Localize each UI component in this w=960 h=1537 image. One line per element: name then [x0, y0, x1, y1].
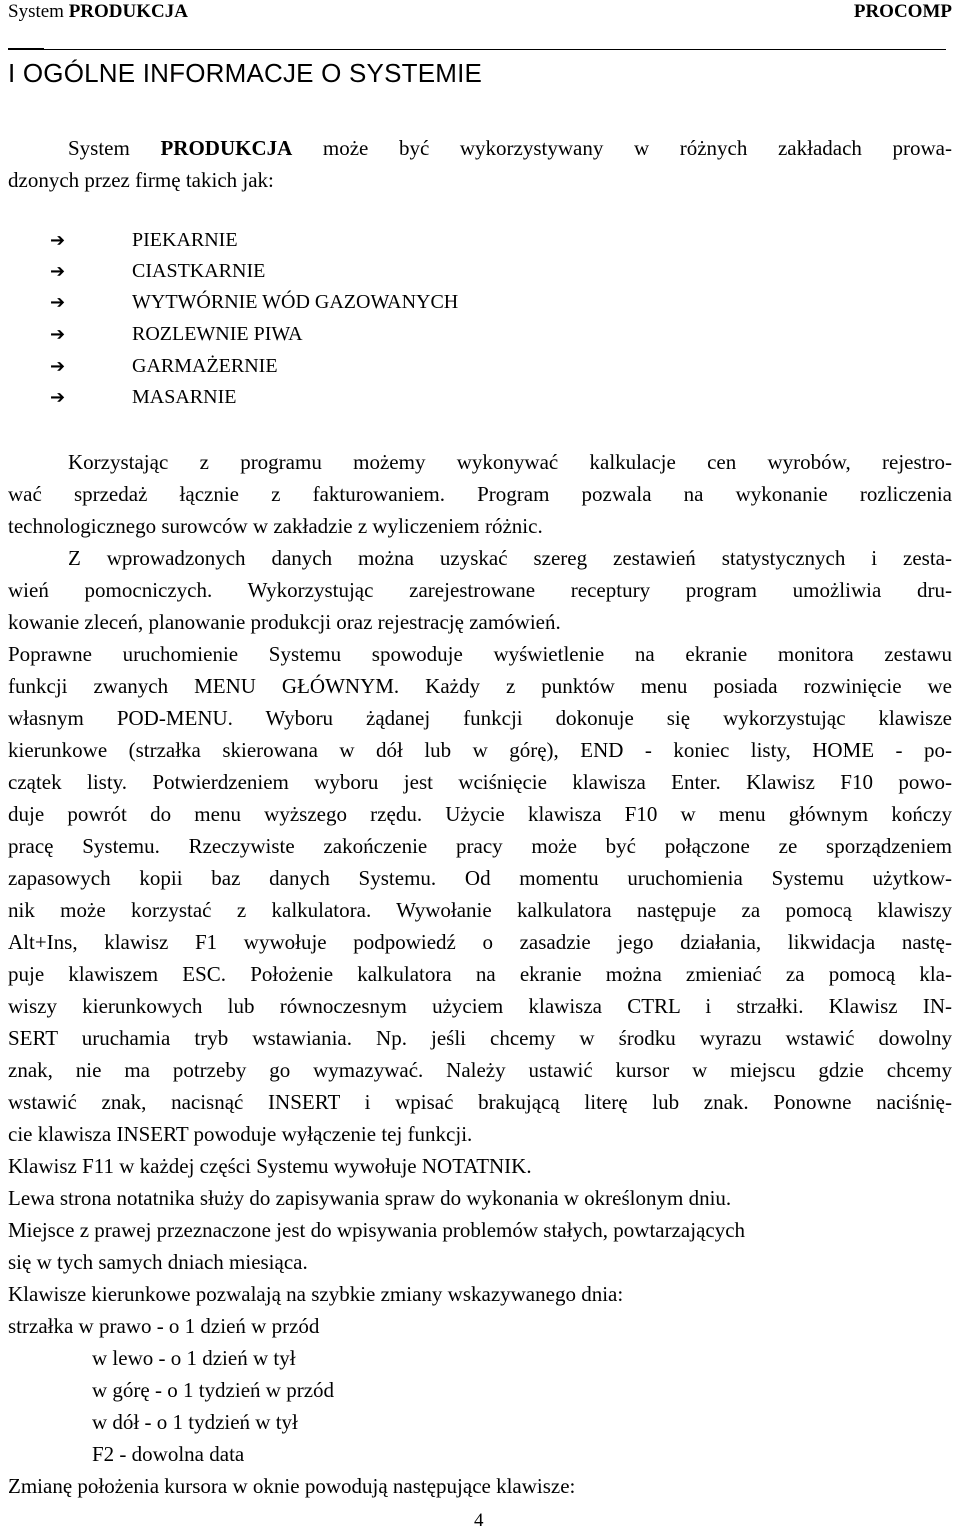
list-item-label: WYTWÓRNIE WÓD GAZOWANYCH	[132, 291, 459, 313]
right-arrow-icon: ➔	[50, 387, 66, 408]
header-company: PROCOMP	[853, 1, 952, 22]
body-line: własnym POD-MENU. Wyboru żądanej funkcji dokonuje się wykorzystując klawisze	[8, 706, 952, 730]
body-line: wiszy kierunkowych lub równoczesnym użyciem klawisza CTRL i strzałki. Klawisz IN-	[8, 994, 952, 1018]
key-item: F2 - dowolna data	[92, 1442, 245, 1466]
header-system-label: System	[8, 1, 69, 22]
body-line: Zmianę położenia kursora w oknie powodują następujące klawisze:	[8, 1474, 576, 1498]
key-item: w górę - o 1 tydzień w przód	[92, 1378, 335, 1402]
body-line: znak, nie ma potrzeby go wymazywać. Należy ustawić kursor w miejscu gdzie chcemy	[8, 1058, 952, 1082]
page-number: 4	[474, 1510, 484, 1531]
body-line: Miejsce z prawej przeznaczone jest do wpisywania problemów stałych, powtarzających	[8, 1218, 746, 1242]
intro-text-b: może być wykorzystywany w różnych zakładach prowa-	[292, 136, 953, 160]
key-item: w lewo - o 1 dzień w tył	[92, 1346, 296, 1370]
right-arrow-icon: ➔	[50, 230, 66, 251]
list-item	[50, 224, 238, 257]
body-line: SERT uruchamia tryb wstawiania. Np. jeśli chcemy w środku wyrazu wstawić dowolny	[8, 1026, 952, 1050]
body-line: nik może korzystać z kalkulatora. Wywołanie kalkulatora następuje za pomocą klawiszy	[8, 898, 952, 922]
body-line: Korzystając z programu możemy wykonywać kalkulacje cen wyrobów, rejestro-	[68, 450, 952, 474]
right-arrow-icon: ➔	[50, 356, 66, 377]
list-item	[50, 255, 265, 288]
body-line: Z wprowadzonych danych można uzyskać szereg zestawień statystycznych i zesta-	[68, 546, 952, 570]
list-item	[50, 318, 303, 351]
body-line: kowanie zleceń, planowanie produkcji oraz rejestrację zamówień.	[8, 610, 561, 634]
body-line: Lewa strona notatnika służy do zapisywania spraw do wykonania w określonym dniu.	[8, 1186, 732, 1210]
key-item: w dół - o 1 tydzień w tył	[92, 1410, 298, 1434]
list-item-label: GARMAŻERNIE	[132, 355, 278, 377]
list-item-label: PIEKARNIE	[132, 229, 238, 251]
right-arrow-icon: ➔	[50, 324, 66, 345]
list-item-label: ROZLEWNIE PIWA	[132, 323, 303, 345]
list-item-label: CIASTKARNIE	[132, 260, 266, 282]
body-line: Poprawne uruchomienie Systemu spowoduje wyświetlenie na ekranie monitora zestawu	[8, 642, 952, 666]
body-line: Klawisz F11 w każdej części Systemu wywołuje NOTATNIK.	[8, 1154, 532, 1178]
key-item: strzałka w prawo - o 1 dzień w przód	[8, 1314, 320, 1338]
body-line: Alt+Ins, klawisz F1 wywołuje podpowiedź o zasadzie jego działania, likwidacja nastę-	[8, 930, 952, 954]
body-line: technologicznego surowców w zakładzie z wyliczeniem różnic.	[8, 514, 543, 538]
header-product-name: PRODUKCJA	[68, 1, 188, 22]
body-line: puje klawiszem ESC. Położenie kalkulatora na ekranie można zmieniać za pomocą kla-	[8, 962, 952, 986]
list-item	[50, 286, 458, 319]
list-item-label: MASARNIE	[132, 386, 237, 408]
right-arrow-icon: ➔	[50, 261, 66, 282]
body-line: się w tych samych dniach miesiąca.	[8, 1250, 308, 1274]
header-rule-accent	[8, 48, 44, 50]
intro-product-name: PRODUKCJA	[160, 136, 293, 160]
body-line: zapasowych kopii baz danych Systemu. Od momentu uruchomienia Systemu użytkow-	[8, 866, 952, 890]
body-line: duje powrót do menu wyższego rzędu. Użycie klawisza F10 w menu głównym kończy	[8, 802, 952, 826]
intro-text-a: System	[68, 136, 161, 160]
header-rule	[44, 49, 946, 50]
body-line: wstawić znak, nacisnąć INSERT i wpisać brakującą literę lub znak. Ponowne naciśnię-	[8, 1090, 952, 1114]
right-arrow-icon: ➔	[50, 292, 66, 313]
body-line: funkcji zwanych MENU GŁÓWNYM. Każdy z punktów menu posiada rozwinięcie we	[8, 674, 952, 698]
intro-line-2: dzonych przez firmę takich jak:	[8, 168, 274, 192]
body-line: wać sprzedaż łącznie z fakturowaniem. Program pozwala na wykonanie rozliczenia	[8, 482, 952, 506]
page-header	[8, 0, 952, 34]
body-line: kierunkowe (strzałka skierowana w dół lub w górę), END - koniec listy, HOME - po-	[8, 738, 952, 762]
body-line: Klawisze kierunkowe pozwalają na szybkie zmiany wskazywanego dnia:	[8, 1282, 624, 1306]
body-line: cie klawisza INSERT powoduje wyłączenie tej funkcji.	[8, 1122, 473, 1146]
body-line: pracę Systemu. Rzeczywiste zakończenie pracy może być połączone ze sporządzeniem	[8, 834, 952, 858]
list-item	[50, 381, 236, 414]
intro-line-1	[68, 132, 952, 164]
section-heading: I OGÓLNE INFORMACJE O SYSTEMIE	[8, 58, 483, 88]
body-line: czątek listy. Potwierdzeniem wyboru jest wciśnięcie klawisza Enter. Klawisz F10 powo-	[8, 770, 952, 794]
body-line: wień pomocniczych. Wykorzystując zarejestrowane receptury program umożliwia dru-	[8, 578, 952, 602]
list-item	[50, 350, 278, 383]
header-system-name	[8, 1, 188, 23]
